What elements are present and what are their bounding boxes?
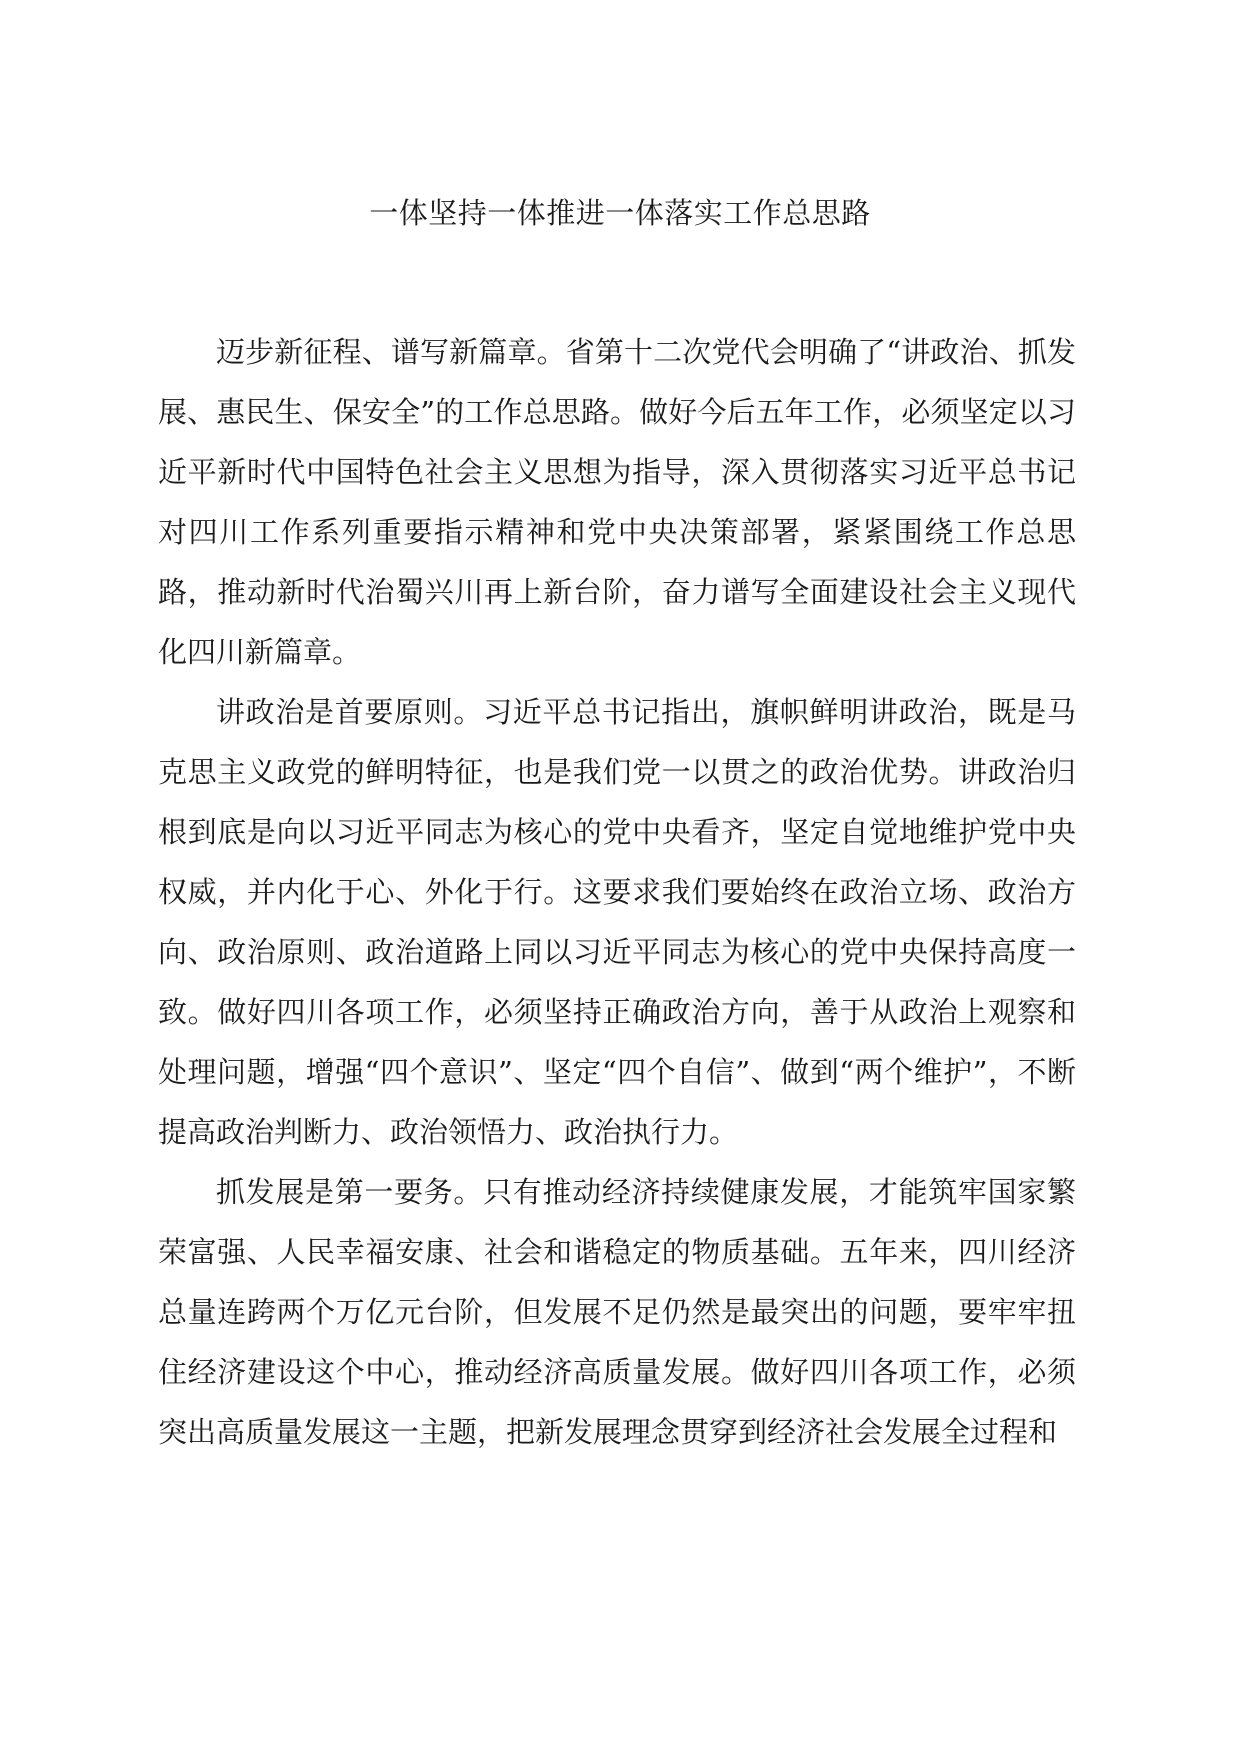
paragraph-politics: 讲政治是首要原则。习近平总书记指出，旗帜鲜明讲政治，既是马克思主义政党的鲜明特征，也是我们党一以贯之的政治优势。讲政治归根到底是向以习近平同志为核心的党中央看齐，坚定自觉地维护党中央权威，并内化于心、外化于行。这要求我们要始终在政治立场、政治方向、政治原则、政治道路上同以习近平同志为核心的党中央保持高度一致。做好四川各项工作，必须坚持正确政治方向，善于从政治上观察和处理问题，增强“四个意识”、坚定“四个自信”、做到“两个维护”，不断提高政治判断力、政治领悟力、政治执行力。 [158, 695, 1076, 1149]
document-body [158, 322, 1076, 1462]
paragraph-development: 抓发展是第一要务。只有推动经济持续健康发展，才能筑牢国家繁荣富强、人民幸福安康、社会和谐稳定的物质基础。五年来，四川经济总量连跨两个万亿元台阶，但发展不足仍然是最突出的问题，要牢牢扭住经济建设这个中心，推动经济高质量发展。做好四川各项工作，必须突出高质量发展这一主题，把新发展理念贯穿到经济社会发展全过程和 [158, 1175, 1076, 1449]
document-title: 一体坚持一体推进一体落实工作总思路 [369, 196, 871, 230]
paragraph-intro: 迈步新征程、谱写新篇章。省第十二次党代会明确了“讲政治、抓发展、惠民生、保安全”的工作总思路。做好今后五年工作，必须坚定以习近平新时代中国特色社会主义思想为指导，深入贯彻落实习近平总书记对四川工作系列重要指示精神和党中央决策部署，紧紧围绕工作总思路，推动新时代治蜀兴川再上新台阶，奋力谱写全面建设社会主义现代化四川新篇章。 [158, 335, 1076, 669]
